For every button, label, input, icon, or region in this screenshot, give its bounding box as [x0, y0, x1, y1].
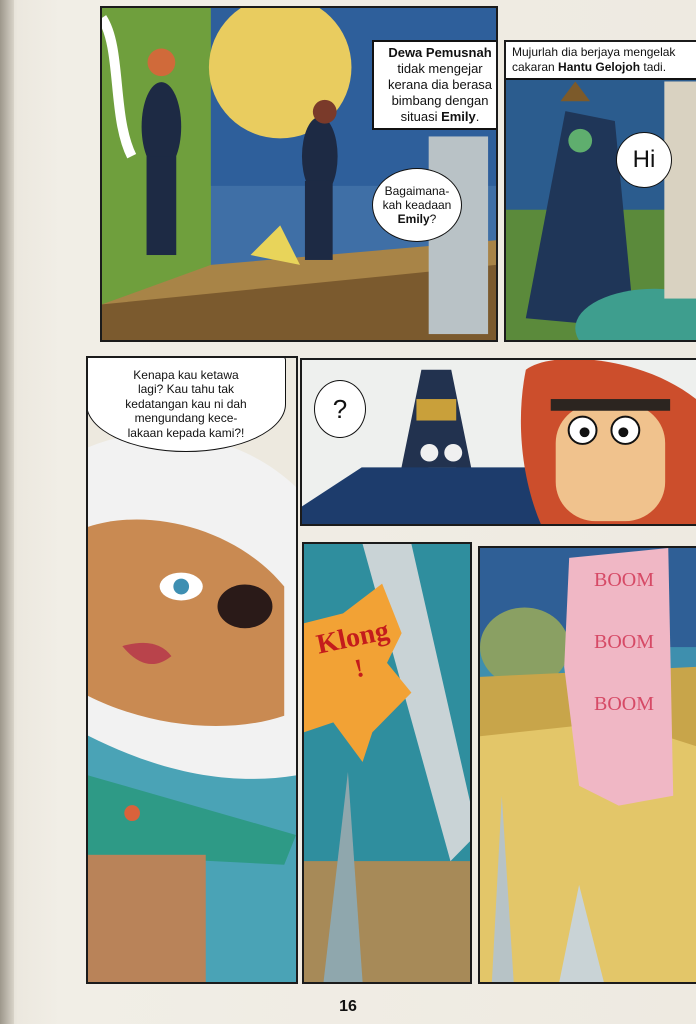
- bubble-line: Bagaimana-: [384, 184, 450, 198]
- panel-1: [100, 6, 498, 342]
- panel-2-art: [506, 42, 696, 340]
- panel-6: [478, 546, 696, 984]
- page-number: 16: [339, 998, 357, 1015]
- speech-bubble: [372, 168, 462, 242]
- bubble-text: Hi: [632, 146, 656, 173]
- caption-line: tadi.: [640, 60, 667, 74]
- bubble-line: kedatangan kau ni dah: [125, 396, 247, 411]
- caption-name: Emily: [441, 109, 476, 124]
- sfx-mark: !: [351, 653, 367, 684]
- caption-speaker-name: Dewa Pemusnah: [388, 45, 492, 60]
- narration-box: [504, 40, 696, 80]
- caption-line: cakaran: [512, 60, 559, 74]
- bubble-line: lagi? Kau tahu tak: [137, 382, 235, 397]
- caption-line: situasi: [400, 109, 442, 124]
- caption-line: Mujurlah dia berjaya mengelak: [512, 45, 676, 59]
- sfx-word: Klong: [313, 615, 392, 661]
- bubble-punct: ?: [429, 212, 437, 226]
- bubble-line: Kenapa kau ketawa: [133, 367, 239, 382]
- bubble-text: ?: [332, 393, 348, 424]
- bubble-line: lakaan kepada kami?!: [127, 425, 245, 440]
- caption-name: Hantu Gelojoh: [558, 60, 641, 74]
- panel-3: [86, 356, 298, 984]
- bubble-name: Emily: [397, 212, 430, 226]
- narration-box: [372, 40, 498, 130]
- speech-bubble: [616, 132, 672, 188]
- speech-bubble: [314, 380, 366, 438]
- sfx-word: BOOM: [593, 631, 654, 653]
- caption-line: bimbang dengan: [391, 93, 489, 108]
- caption-punct: .: [475, 109, 480, 124]
- panel-4-art: [302, 360, 696, 524]
- sfx-boom: [576, 570, 672, 714]
- panel-2: [504, 40, 696, 342]
- panel-5-art: [304, 544, 470, 982]
- speech-bubble: [86, 356, 286, 452]
- sfx-word: BOOM: [593, 693, 654, 715]
- sfx-word: BOOM: [593, 569, 654, 591]
- panel-5: [302, 542, 472, 984]
- caption-line: tidak mengejar: [397, 61, 483, 76]
- panel-4: [300, 358, 696, 526]
- bubble-line: mengundang kece-: [134, 411, 238, 426]
- caption-line: kerana dia berasa: [387, 77, 493, 92]
- binding-shadow: [0, 0, 14, 1024]
- bubble-line: kah keadaan: [382, 198, 452, 212]
